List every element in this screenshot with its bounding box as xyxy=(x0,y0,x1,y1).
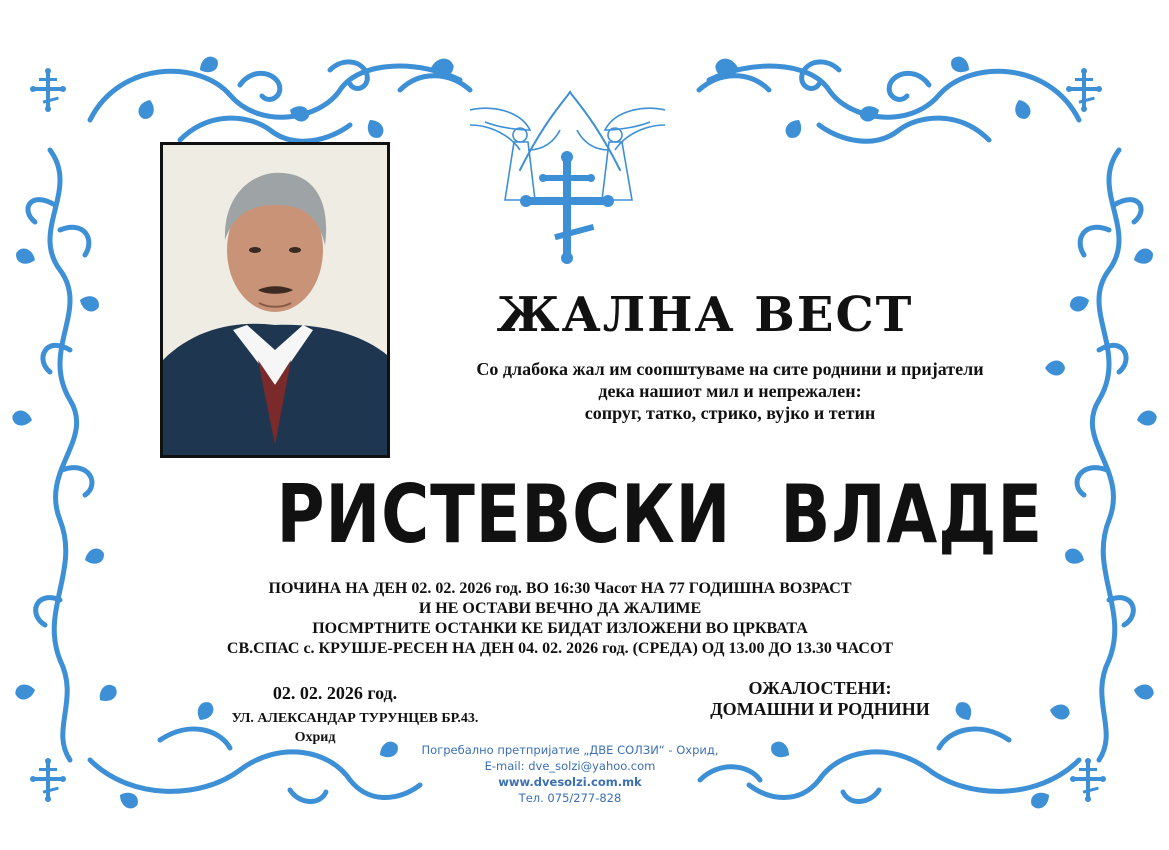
detail-line: СВ.СПАС с. КРУШЈЕ-РЕСЕН НА ДЕН 04. 02. 2026 год. (СРЕДА) ОД 13.00 ДО 13.30 ЧАСОТ xyxy=(226,640,894,657)
family-address: УЛ. АЛЕКСАНДАР ТУРУНЦЕВ БР.43. xyxy=(231,711,479,726)
agency-website[interactable]: www.dvesolzi.com.mk xyxy=(498,775,642,789)
intro-line: Со длабока жал им соопштуваме на сите роднини и пријатели xyxy=(476,359,984,379)
portrait-photo xyxy=(160,142,390,458)
deceased-name xyxy=(276,468,1044,561)
intro-text xyxy=(430,358,1030,424)
orthodox-cross-icon xyxy=(520,151,614,264)
intro-line: сопруг, татко, стрико, вујко и тетин xyxy=(584,403,876,423)
mourners-block xyxy=(700,678,940,720)
agency-name: Погребално претпријатие „ДВЕ СОЛЗИ“ - Охрид, xyxy=(421,743,719,757)
notice-title: ЖАЛНА ВЕСТ xyxy=(496,287,914,343)
agency-email: E-mail: dve_solzi@yahoo.com xyxy=(484,759,656,773)
funeral-agency-info xyxy=(420,742,720,806)
deceased-first-name: ВЛАДЕ xyxy=(780,468,1044,561)
mourners-names: ДОМАШНИ И РОДНИНИ xyxy=(710,699,930,719)
detail-line: ПОЧИНА НА ДЕН 02. 02. 2026 год. ВО 16:30 Часот НА 77 ГОДИШНА ВОЗРАСТ xyxy=(268,580,852,597)
intro-line: дека нашиот мил и непрежален: xyxy=(598,381,862,401)
mourners-label: ОЖАЛОСТЕНИ: xyxy=(748,678,892,698)
family-city: Охрид xyxy=(294,730,336,745)
deceased-surname: РИСТЕВСКИ xyxy=(276,468,732,561)
agency-phone: Тел. 075/277-828 xyxy=(518,791,622,805)
funeral-details xyxy=(150,579,970,659)
detail-line: ПОСМРТНИТЕ ОСТАНКИ КЕ БИДАТ ИЗЛОЖЕНИ ВО ЦРКВАТА xyxy=(312,620,808,637)
notice-date: 02. 02. 2026 год. xyxy=(272,683,398,703)
detail-line: И НЕ ОСТАВИ ВЕЧНО ДА ЖАЛИМЕ xyxy=(418,600,702,617)
orthodox-cross-icon xyxy=(30,68,66,112)
